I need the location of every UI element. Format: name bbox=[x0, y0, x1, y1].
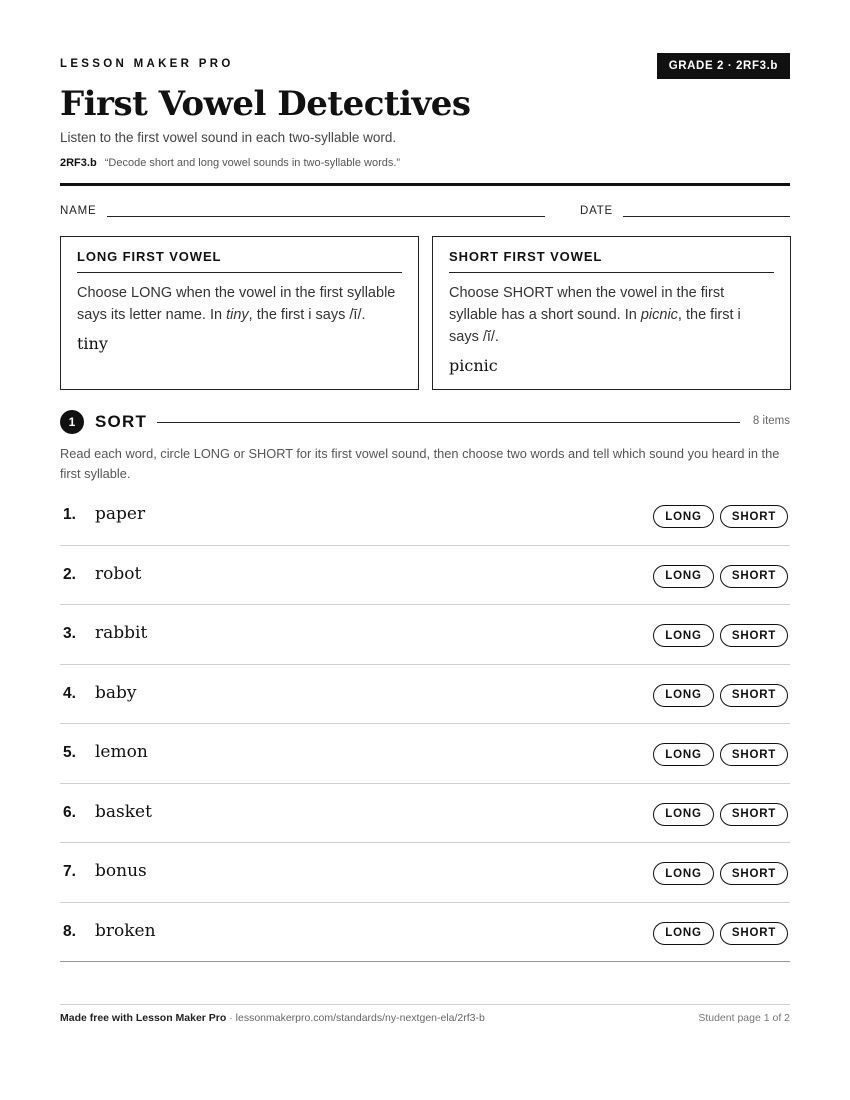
short-choice-button[interactable]: SHORT bbox=[720, 803, 788, 826]
section-item-count: 8 items bbox=[752, 415, 790, 427]
list-item bbox=[60, 665, 790, 725]
short-vowel-box-text bbox=[449, 282, 774, 348]
footer-made-with: Made free with Lesson Maker Pro bbox=[60, 1012, 227, 1024]
long-choice-button[interactable]: LONG bbox=[653, 743, 714, 766]
short-vowel-box bbox=[432, 236, 791, 390]
standard-line bbox=[60, 157, 400, 169]
long-choice-button[interactable]: LONG bbox=[653, 862, 714, 885]
short-choice-button[interactable]: SHORT bbox=[720, 624, 788, 647]
short-choice-button[interactable]: SHORT bbox=[720, 505, 788, 528]
list-item bbox=[60, 724, 790, 784]
long-vowel-box bbox=[60, 236, 419, 390]
item-number: 6. bbox=[63, 803, 76, 821]
grade-badge: GRADE 2 · 2RF3.b bbox=[657, 53, 790, 79]
item-word: baby bbox=[95, 682, 137, 703]
short-choice-button[interactable]: SHORT bbox=[720, 565, 788, 588]
item-word: robot bbox=[95, 563, 142, 584]
list-item bbox=[60, 903, 790, 963]
word-list bbox=[60, 486, 790, 962]
footer-divider bbox=[60, 1004, 790, 1005]
brand-name: LESSON MAKER PRO bbox=[60, 58, 234, 70]
long-vowel-example: tiny bbox=[77, 334, 108, 353]
item-word: paper bbox=[95, 504, 146, 524]
long-vowel-box-title: LONG FIRST VOWEL bbox=[77, 249, 402, 273]
item-number: 7. bbox=[63, 863, 76, 880]
list-item bbox=[60, 486, 790, 546]
item-number: 1. bbox=[63, 506, 76, 523]
item-word: basket bbox=[95, 801, 152, 822]
item-number: 8. bbox=[63, 922, 76, 940]
section-header bbox=[60, 410, 790, 434]
long-choice-button[interactable]: LONG bbox=[653, 624, 714, 647]
list-item bbox=[60, 605, 790, 665]
name-field[interactable] bbox=[107, 216, 545, 217]
short-choice-button[interactable]: SHORT bbox=[720, 922, 788, 945]
section-instructions: Read each word, circle LONG or SHORT for its first vowel sound, then choose two words and tell which sound you heard in the first syllable. bbox=[60, 446, 780, 481]
section-title: SORT bbox=[95, 412, 148, 431]
item-word: lemon bbox=[95, 742, 148, 762]
long-choice-button[interactable]: LONG bbox=[653, 505, 714, 528]
short-text-part: Choose SHORT when the vowel in the first syllable has a short sound. In bbox=[449, 285, 725, 323]
item-word: rabbit bbox=[95, 623, 148, 643]
long-text-part: , the first i says /ī/. bbox=[248, 307, 366, 323]
name-label: NAME bbox=[60, 205, 97, 217]
short-choice-button[interactable]: SHORT bbox=[720, 862, 788, 885]
section-number-badge: 1 bbox=[60, 410, 84, 434]
footer-credit bbox=[60, 1012, 485, 1024]
list-item bbox=[60, 546, 790, 606]
item-word: bonus bbox=[95, 861, 147, 881]
long-text-part: Choose LONG when the vowel in the first syllable says its letter name. In bbox=[77, 285, 396, 323]
item-number: 5. bbox=[63, 744, 76, 761]
short-vowel-box-title: SHORT FIRST VOWEL bbox=[449, 249, 774, 273]
item-number: 3. bbox=[63, 625, 76, 642]
long-choice-button[interactable]: LONG bbox=[653, 565, 714, 588]
long-vowel-box-text bbox=[77, 282, 402, 326]
footer-page-number: Student page 1 of 2 bbox=[698, 1012, 790, 1024]
short-choice-button[interactable]: SHORT bbox=[720, 684, 788, 707]
list-item bbox=[60, 784, 790, 844]
list-item bbox=[60, 843, 790, 903]
section-divider bbox=[157, 422, 740, 423]
item-number: 2. bbox=[63, 565, 76, 583]
page-subtitle: Listen to the first vowel sound in each two-syllable word. bbox=[60, 130, 397, 145]
standard-text: “Decode short and long vowel sounds in two-syllable words.” bbox=[104, 157, 401, 169]
long-text-emphasis: tiny bbox=[226, 307, 249, 323]
long-choice-button[interactable]: LONG bbox=[653, 684, 714, 707]
standard-code: 2RF3.b bbox=[60, 157, 97, 169]
date-label: DATE bbox=[580, 205, 614, 217]
date-field[interactable] bbox=[623, 216, 790, 217]
long-choice-button[interactable]: LONG bbox=[653, 922, 714, 945]
short-vowel-example: picnic bbox=[449, 356, 498, 375]
page-title: First Vowel Detectives bbox=[60, 84, 471, 124]
footer-link[interactable]: · lessonmakerpro.com/standards/ny-nextgen-ela/2rf3-b bbox=[226, 1012, 485, 1024]
header-divider bbox=[60, 183, 790, 186]
long-choice-button[interactable]: LONG bbox=[653, 803, 714, 826]
name-date-row bbox=[60, 205, 790, 219]
item-word: broken bbox=[95, 920, 156, 941]
item-number: 4. bbox=[63, 684, 76, 702]
short-text-part: , the first i says /ĭ/. bbox=[449, 307, 741, 345]
short-choice-button[interactable]: SHORT bbox=[720, 743, 788, 766]
short-text-emphasis: picnic bbox=[640, 307, 678, 323]
